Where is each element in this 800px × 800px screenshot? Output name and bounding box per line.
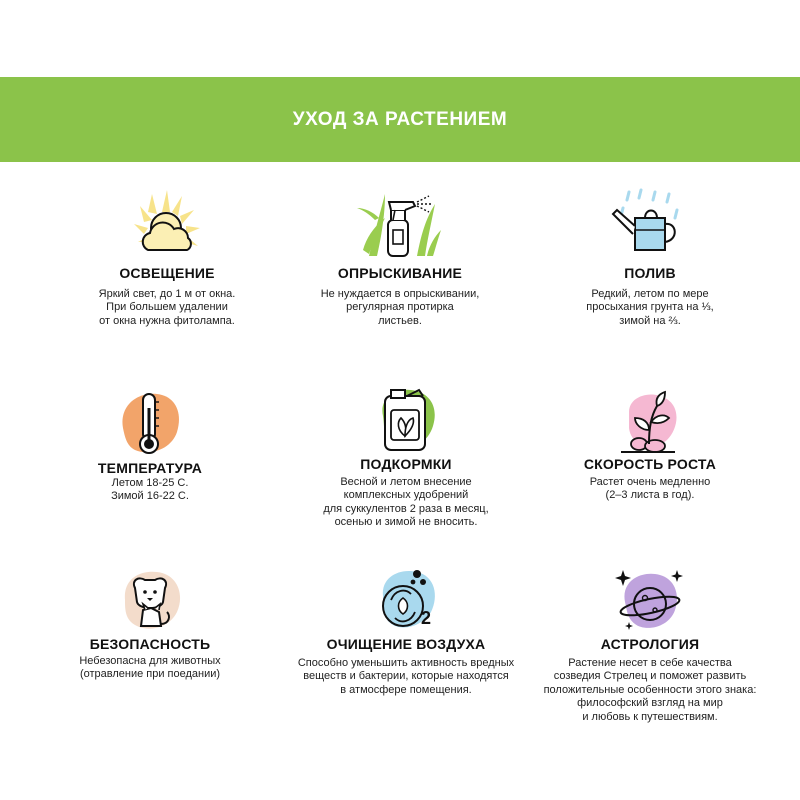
spraying-title: ОПРЫСКИВАНИЕ xyxy=(337,265,463,281)
sprout-icon xyxy=(605,388,695,458)
spray-bottle-icon xyxy=(355,190,445,260)
page-title: УХОД ЗА РАСТЕНИЕМ xyxy=(292,108,508,130)
thermometer-icon xyxy=(105,388,195,458)
temperature-description: Летом 18-25 С. Зимой 16-22 С. xyxy=(111,477,189,503)
air-description: Способно уменьшить активность вредных веществ и бактерии, которые находятся в атмосфере помещения. xyxy=(297,657,515,696)
pets-icon xyxy=(105,566,195,636)
fertilizer-canister-icon xyxy=(361,386,451,456)
watering-description: Редкий, летом по мере просыхания грунта на ⅓, зимой на ⅔. xyxy=(586,288,714,327)
safety-title: БЕЗОПАСНОСТЬ xyxy=(89,636,211,652)
feeding-description: Весной и летом внесение комплексных удобрений для суккулентов 2 раза в месяц, осенью и зимой не вносить. xyxy=(323,476,489,529)
sun-cloud-icon xyxy=(122,188,212,258)
header-banner xyxy=(0,77,800,162)
spraying-description: Не нуждается в опрыскивании, регулярная протирка листьев. xyxy=(320,288,480,327)
safety-description: Небезопасна для животных (отравление при поедании) xyxy=(79,655,221,681)
feeding-title: ПОДКОРМКИ xyxy=(360,456,452,472)
astrology-description: Растение несет в себе качества созведия Стрелец и поможет развить положительные особенности этого знака: философский взгляд на мир и любовь к путешествиям. xyxy=(543,657,757,723)
watering-title: ПОЛИВ xyxy=(624,265,676,281)
lighting-description: Яркий свет, до 1 м от окна. При большем удалении от окна нужна фитолампа. xyxy=(98,288,236,327)
svg-text:2: 2 xyxy=(421,608,432,628)
watering-can-icon xyxy=(605,188,695,258)
growth-description: Растет очень медленно (2–3 листа в год). xyxy=(589,476,711,502)
air-title: ОЧИЩЕНИЕ ВОЗДУХА xyxy=(326,636,486,652)
temperature-title: ТЕМПЕРАТУРА xyxy=(97,460,203,476)
astrology-title: АСТРОЛОГИЯ xyxy=(600,636,700,652)
growth-title: СКОРОСТЬ РОСТА xyxy=(583,456,717,472)
lighting-title: ОСВЕЩЕНИЕ xyxy=(119,265,215,281)
air-purification-icon xyxy=(361,566,451,636)
planet-icon xyxy=(605,566,695,636)
